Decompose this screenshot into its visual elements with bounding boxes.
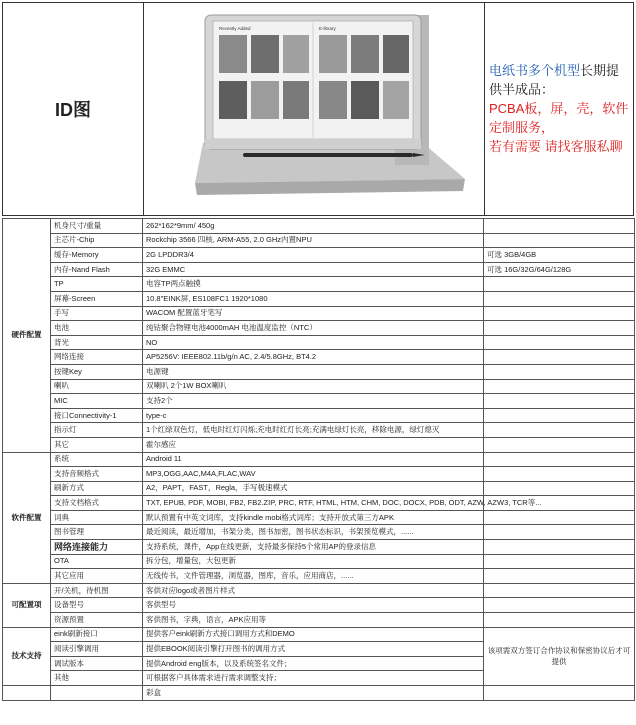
product-image-cell [143,3,485,215]
spec-key: 按键Key [51,364,143,379]
spec-value: 客供对应logo或者图片样式 [143,583,484,598]
spec-key: 网络连接能力 [51,540,143,555]
spec-option [484,583,635,598]
screen-left-title: Recently Added [219,26,251,31]
tech-support-note: 该项需双方签订合作协议和保密协议后才可提供 [484,627,635,685]
spec-row [3,277,635,292]
note-line3-red: 若有需要 请找客服私聊 [489,139,623,154]
spec-value: 最近阅读，最近增加，书架分类，图书加密，图书状态标识，书架预览模式，...... [143,525,484,540]
spec-row [3,248,635,263]
spec-key: 其他 [51,671,143,686]
spec-value: NO [143,335,484,350]
spec-key: 主芯片-Chip [51,233,143,248]
spec-option [484,554,635,569]
spec-key: 指示灯 [51,423,143,438]
screen-right-title: E-library [319,26,336,31]
id-label: ID图 [55,100,91,120]
spec-option [484,219,635,234]
spec-value: 电容TP两点触摸 [143,277,484,292]
spec-value: type-c [143,408,484,423]
spec-row [3,481,635,496]
spec-option [484,408,635,423]
spec-key: 系统 [51,452,143,467]
spec-value: 拆分包，增量包，大包更新 [143,554,484,569]
spec-row [3,262,635,277]
spec-option [484,686,635,701]
spec-value: 电源键 [143,364,484,379]
spec-option [484,613,635,628]
spec-option [484,525,635,540]
spec-value: WACOM 配置蓝牙笔写 [143,306,484,321]
spec-group-label [3,686,51,701]
spec-option [484,335,635,350]
id-label-cell [3,3,144,215]
spec-value: 支持2个 [143,394,484,409]
spec-row [3,627,635,642]
spec-option [484,277,635,292]
spec-key: 资源预置 [51,613,143,628]
spec-row [3,233,635,248]
spec-value: Rockchip 3566 四核, ARM-A55, 2.0 GHz内置NPU [143,233,484,248]
spec-key: 词典 [51,510,143,525]
spec-value: 纯钴聚合物锂电池4000mAH 电池温度监控（NTC） [143,321,484,336]
spec-group-label: 软件配置 [3,452,51,583]
spec-key [51,686,143,701]
spec-value: 支持系统，课件，App在线更新，支持最多保持5个常用AP的登录信息 [143,540,484,555]
spec-option [484,540,635,555]
spec-group-label: 硬件配置 [3,219,51,453]
spec-value: Android 11 [143,452,484,467]
spec-key: eink刷新接口 [51,627,143,642]
spec-option [484,233,635,248]
spec-key: 喇叭 [51,379,143,394]
spec-group-label: 技术支持 [3,627,51,685]
spec-value: 2G LPDDR3/4 [143,248,484,263]
spec-key: 支持文档格式 [51,496,143,511]
spec-row [3,613,635,628]
spec-row [3,306,635,321]
spec-key: 开/关机，待机图 [51,583,143,598]
spec-row [3,510,635,525]
spec-option: 可选 3GB/4GB [484,248,635,263]
spec-key: 网络连接 [51,350,143,365]
spec-option [484,437,635,452]
spec-key: 图书管理 [51,525,143,540]
spec-key: 缓存-Memory [51,248,143,263]
screen-left-page [219,26,309,119]
spec-option [484,569,635,584]
spec-row [3,686,635,701]
spec-value: TXT, EPUB, PDF, MOBI, FB2, FB2.ZIP, PRC, RTF, HTML, HTM, CHM, DOC, DOCX, PDB, ODT, AZW, AZW3, TCR等... [143,496,484,511]
spec-option: 可选 16G/32G/64G/128G [484,262,635,277]
spec-value: 32G EMMC [143,262,484,277]
spec-value: 10.8"EINK屏, ES108FC1 1920*1080 [143,291,484,306]
spec-value: A2，PAPT，FAST，Regla，手写极速模式 [143,481,484,496]
spec-value: 彩盒 [143,686,484,701]
spec-value: 提供Android eng版本，以及系统签名文件； [143,656,484,671]
spec-option [484,452,635,467]
spec-row [3,321,635,336]
spec-key: 其它 [51,437,143,452]
spec-value: 客供型号 [143,598,484,613]
spec-key: 其它应用 [51,569,143,584]
spec-row [3,379,635,394]
spec-value: 262*162*9mm/ 450g [143,219,484,234]
spec-option [484,467,635,482]
spec-row [3,335,635,350]
spec-row [3,350,635,365]
spec-value: 默认预置有中英文词库，支持kindle mobi格式词库；支持开放式第三方APK [143,510,484,525]
spec-key: 接口Connectivity-1 [51,408,143,423]
spec-key: 机身尺寸/重量 [51,219,143,234]
spec-value: 双喇叭 2个1W BOX喇叭 [143,379,484,394]
spec-value: 客供图书，字典，语言，APK应用等 [143,613,484,628]
header-block [2,2,634,216]
spec-row [3,583,635,598]
ereader-device-image [143,3,484,215]
spec-option [484,598,635,613]
spec-row [3,525,635,540]
spec-key: TP [51,277,143,292]
spec-value: 霍尔感应 [143,437,484,452]
spec-key: 背光 [51,335,143,350]
spec-option [484,394,635,409]
spec-row [3,364,635,379]
spec-row [3,291,635,306]
spec-key: 刷新方式 [51,481,143,496]
spec-row [3,423,635,438]
spec-key: 支持音频格式 [51,467,143,482]
spec-value: 提供客户eink刷新方式接口调用方式和DEMO [143,627,484,642]
spec-value: AP5256V: IEEE802.11b/g/n AC, 2.4/5.8GHz, BT4.2 [143,350,484,365]
spec-group-label: 可配置项 [3,583,51,627]
spec-key: 手写 [51,306,143,321]
spec-row [3,569,635,584]
spec-table [2,218,635,701]
spec-row [3,452,635,467]
spec-option [484,423,635,438]
note-line1-blue: 电纸书多个机型 [489,63,581,78]
spec-value: 1个红绿双色灯，低电时红灯闪烁;充电时红灯长亮;充满电绿灯长亮，移除电源，绿灯熄灭 [143,423,484,438]
note-line1-black: 长期提供半成品： [489,63,620,97]
note-line2-red: PCBA板，屏，壳，软件定制服务， [489,101,629,135]
spec-key: 阅读引擎调用 [51,642,143,657]
spec-key: 调试版本 [51,656,143,671]
spec-row [3,219,635,234]
spec-option [484,379,635,394]
promo-note [484,3,633,215]
screen-right-page [319,26,409,119]
spec-option [484,306,635,321]
spec-row [3,467,635,482]
spec-value: 无线传书，文件管理器，浏览器，图库，音乐，应用商店，...... [143,569,484,584]
spec-option [484,510,635,525]
spec-key: MIC [51,394,143,409]
spec-key: 设备型号 [51,598,143,613]
spec-value: 可根据客户具体需求进行需求调整支持； [143,671,484,686]
spec-key: 电池 [51,321,143,336]
spec-key: OTA [51,554,143,569]
spec-option [484,291,635,306]
spec-row [3,394,635,409]
spec-key: 内存-Nand Flash [51,262,143,277]
spec-value: 提供EBOOK阅读引擎打开图书的调用方式 [143,642,484,657]
spec-option [484,481,635,496]
spec-option [484,364,635,379]
spec-row [3,437,635,452]
spec-row [3,540,635,555]
spec-value: MP3,OGG,AAC,M4A,FLAC,WAV [143,467,484,482]
spec-option [484,350,635,365]
spec-key: 屏幕-Screen [51,291,143,306]
spec-row [3,408,635,423]
spec-option [484,321,635,336]
spec-row [3,496,635,511]
spec-row [3,554,635,569]
spec-row [3,598,635,613]
